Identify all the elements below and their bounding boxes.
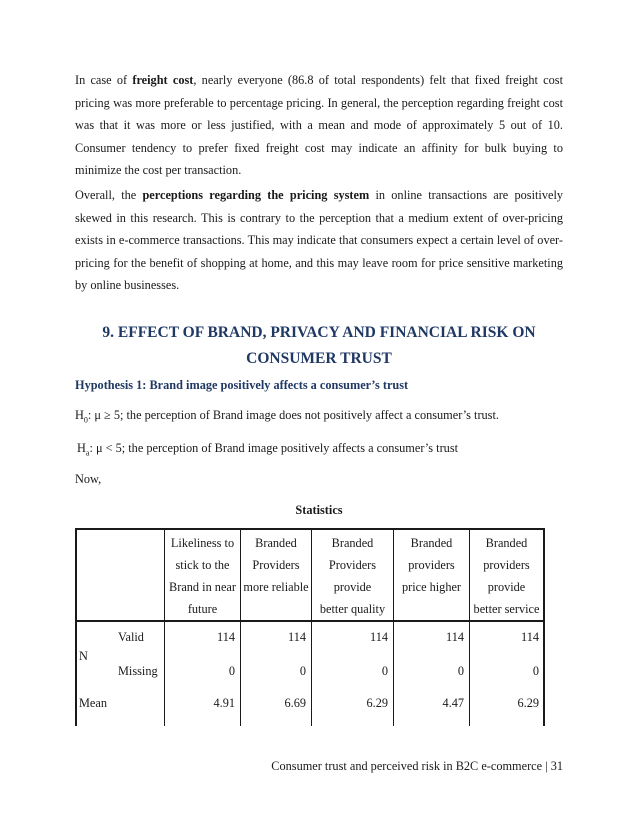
statistics-title: Statistics	[295, 503, 343, 517]
hypothesis-title: Hypothesis 1: Brand image positively affects a consumer’s trust	[75, 378, 409, 392]
column-header-more-reliable: Branded Providers more reliable	[243, 536, 309, 594]
column-header-price-higher: Branded providers price higher	[401, 536, 462, 594]
table-cell: 0	[299, 664, 306, 678]
table-cell: 114	[288, 630, 306, 644]
section-heading	[75, 320, 563, 372]
table-stub-divider	[164, 528, 165, 726]
table-col-divider-3	[393, 528, 394, 726]
table-cell: 114	[370, 630, 388, 644]
section-heading-line2: CONSUMER TRUST	[246, 350, 392, 367]
null-hypothesis: $H_0$: μ ≥ 5; the perception of Brand image does not positively affect a consumer’s trust.	[75, 408, 499, 425]
row-group-label-n: N	[79, 649, 88, 663]
table-cell: 6.69	[284, 696, 306, 710]
table-cell: 0	[381, 664, 388, 678]
bold-term-pricing-system: perceptions regarding the pricing system	[142, 188, 370, 202]
table-cell: 114	[446, 630, 464, 644]
alternative-hypothesis: $H_a$: μ < 5; the perception of Brand image positively affects a consumer’s trust	[77, 441, 459, 458]
table-top-border	[75, 528, 545, 530]
table-col-divider-2	[311, 528, 312, 726]
table-col-divider-4	[469, 528, 470, 726]
table-cell: 0	[228, 664, 235, 678]
table-col-divider-1	[240, 528, 241, 726]
table-right-border	[543, 528, 545, 726]
section-heading-line1: 9. EFFECT OF BRAND, PRIVACY AND FINANCIAL RISK ON	[102, 324, 536, 341]
table-cell: 114	[521, 630, 539, 644]
table-header-divider	[75, 620, 545, 622]
paragraph-pricing-perception: Overall, the perceptions regarding the pricing system in online transactions are positively skewed in this research. This is contrary to the perception that a medium extent of over-pricing exists in e-commerce transactions. This may indicate that consumers expect a certain level of over-pricing for the benefit of shopping at home, and this may leave room for price sensitive marketing by online businesses.	[75, 188, 564, 292]
column-header-likeliness: Likeliness to stick to the Brand in near future	[169, 536, 236, 616]
table-cell: 0	[532, 664, 539, 678]
paragraph-freight-cost: In case of freight cost, nearly everyone (86.8 of total respondents) felt that fixed freight cost pricing was more preferable to percentage pricing. In general, the perception regarding freight cost was that it was more or less justified, with a mean and mode of approximately 5 out of 10. Consumer tendency to prefer fixed freight cost may indicate an affinity for bulk buying to minimize the cost per transaction.	[75, 73, 563, 177]
table-cell: 114	[217, 630, 235, 644]
now-text: Now,	[75, 472, 102, 486]
column-header-better-quality: Branded Providers provide better quality	[319, 536, 386, 616]
table-cell: 6.29	[517, 696, 539, 710]
table-cell: 0	[457, 664, 464, 678]
row-label-missing: Missing	[118, 664, 158, 678]
column-header-better-service: Branded providers provide better service	[473, 536, 540, 616]
row-label-valid: Valid	[118, 630, 144, 644]
table-cell: 4.91	[213, 696, 235, 710]
row-label-mean: Mean	[79, 696, 107, 710]
table-left-border	[75, 528, 77, 726]
table-cell: 4.47	[442, 696, 464, 710]
table-cell: 6.29	[366, 696, 388, 710]
page-footer: Consumer trust and perceived risk in B2C e-commerce | 31	[271, 759, 563, 773]
bold-term-freight-cost: freight cost	[132, 73, 194, 87]
